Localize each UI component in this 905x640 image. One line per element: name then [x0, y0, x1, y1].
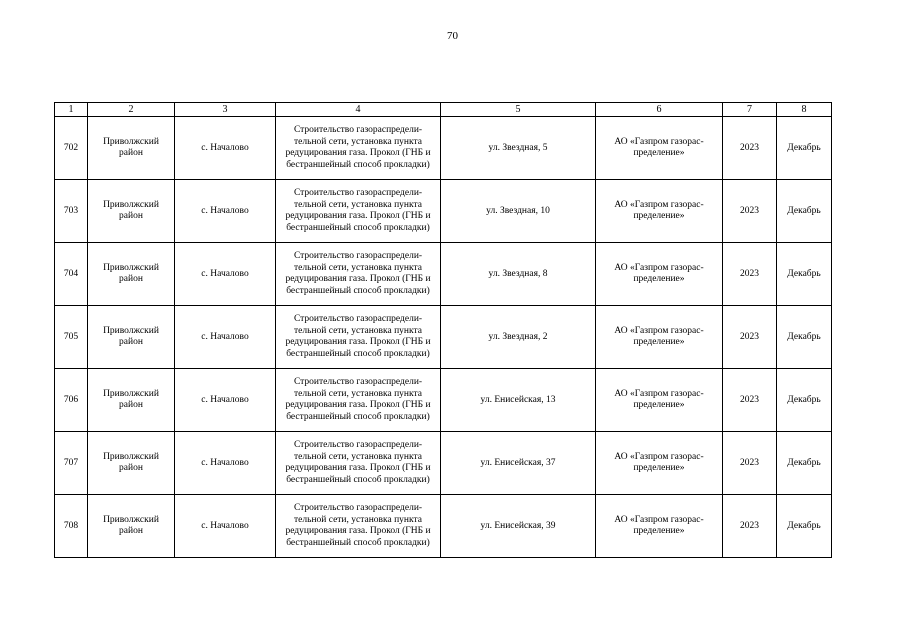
month-cell: Декабрь [777, 306, 832, 369]
table-row [55, 180, 832, 243]
month-cell: Декабрь [777, 495, 832, 558]
organization-cell: АО «Газпром газорас-пределение» [596, 243, 723, 306]
year-cell: 2023 [723, 117, 777, 180]
row-number-cell: 705 [55, 306, 88, 369]
work-description-cell: Строительство газораспредели-тельной сети, установка пункта редуцирования газа. Прокол (ГНБ и бестраншейный способ прокладки) [276, 306, 441, 369]
work-description-cell: Строительство газораспредели-тельной сети, установка пункта редуцирования газа. Прокол (ГНБ и бестраншейный способ прокладки) [276, 243, 441, 306]
month-cell: Декабрь [777, 180, 832, 243]
column-header-8: 8 [777, 103, 832, 117]
settlement-cell: с. Началово [175, 117, 276, 180]
column-header-1: 1 [55, 103, 88, 117]
table-row [55, 117, 832, 180]
table-row [55, 306, 832, 369]
row-number-cell: 707 [55, 432, 88, 495]
month-cell: Декабрь [777, 117, 832, 180]
works-table [54, 102, 832, 558]
address-cell: ул. Енисейская, 13 [441, 369, 596, 432]
row-number-cell: 708 [55, 495, 88, 558]
organization-cell: АО «Газпром газорас-пределение» [596, 495, 723, 558]
district-cell: Приволжский район [88, 180, 175, 243]
year-cell: 2023 [723, 180, 777, 243]
month-cell: Декабрь [777, 432, 832, 495]
month-cell: Декабрь [777, 243, 832, 306]
address-cell: ул. Звездная, 2 [441, 306, 596, 369]
table-row [55, 432, 832, 495]
district-cell: Приволжский район [88, 306, 175, 369]
table-row [55, 243, 832, 306]
month-cell: Декабрь [777, 369, 832, 432]
row-number-cell: 706 [55, 369, 88, 432]
address-cell: ул. Звездная, 5 [441, 117, 596, 180]
organization-cell: АО «Газпром газорас-пределение» [596, 117, 723, 180]
address-cell: ул. Енисейская, 37 [441, 432, 596, 495]
column-header-2: 2 [88, 103, 175, 117]
row-number-cell: 702 [55, 117, 88, 180]
address-cell: ул. Звездная, 10 [441, 180, 596, 243]
year-cell: 2023 [723, 495, 777, 558]
column-header-4: 4 [276, 103, 441, 117]
year-cell: 2023 [723, 432, 777, 495]
column-header-3: 3 [175, 103, 276, 117]
district-cell: Приволжский район [88, 117, 175, 180]
work-description-cell: Строительство газораспредели-тельной сети, установка пункта редуцирования газа. Прокол (ГНБ и бестраншейный способ прокладки) [276, 432, 441, 495]
row-number-cell: 703 [55, 180, 88, 243]
work-description-cell: Строительство газораспредели-тельной сети, установка пункта редуцирования газа. Прокол (ГНБ и бестраншейный способ прокладки) [276, 117, 441, 180]
district-cell: Приволжский район [88, 495, 175, 558]
page-number: 70 [447, 30, 458, 42]
organization-cell: АО «Газпром газорас-пределение» [596, 432, 723, 495]
settlement-cell: с. Началово [175, 369, 276, 432]
organization-cell: АО «Газпром газорас-пределение» [596, 180, 723, 243]
address-cell: ул. Звездная, 8 [441, 243, 596, 306]
year-cell: 2023 [723, 243, 777, 306]
year-cell: 2023 [723, 369, 777, 432]
table-body [55, 117, 832, 558]
settlement-cell: с. Началово [175, 306, 276, 369]
settlement-cell: с. Началово [175, 432, 276, 495]
table-header-row [55, 103, 832, 117]
row-number-cell: 704 [55, 243, 88, 306]
work-description-cell: Строительство газораспредели-тельной сети, установка пункта редуцирования газа. Прокол (ГНБ и бестраншейный способ прокладки) [276, 369, 441, 432]
table-row [55, 495, 832, 558]
work-description-cell: Строительство газораспредели-тельной сети, установка пункта редуцирования газа. Прокол (ГНБ и бестраншейный способ прокладки) [276, 495, 441, 558]
column-header-7: 7 [723, 103, 777, 117]
column-header-6: 6 [596, 103, 723, 117]
address-cell: ул. Енисейская, 39 [441, 495, 596, 558]
district-cell: Приволжский район [88, 369, 175, 432]
settlement-cell: с. Началово [175, 180, 276, 243]
organization-cell: АО «Газпром газорас-пределение» [596, 306, 723, 369]
district-cell: Приволжский район [88, 243, 175, 306]
settlement-cell: с. Началово [175, 243, 276, 306]
settlement-cell: с. Началово [175, 495, 276, 558]
district-cell: Приволжский район [88, 432, 175, 495]
year-cell: 2023 [723, 306, 777, 369]
table-row [55, 369, 832, 432]
organization-cell: АО «Газпром газорас-пределение» [596, 369, 723, 432]
work-description-cell: Строительство газораспредели-тельной сети, установка пункта редуцирования газа. Прокол (ГНБ и бестраншейный способ прокладки) [276, 180, 441, 243]
column-header-5: 5 [441, 103, 596, 117]
